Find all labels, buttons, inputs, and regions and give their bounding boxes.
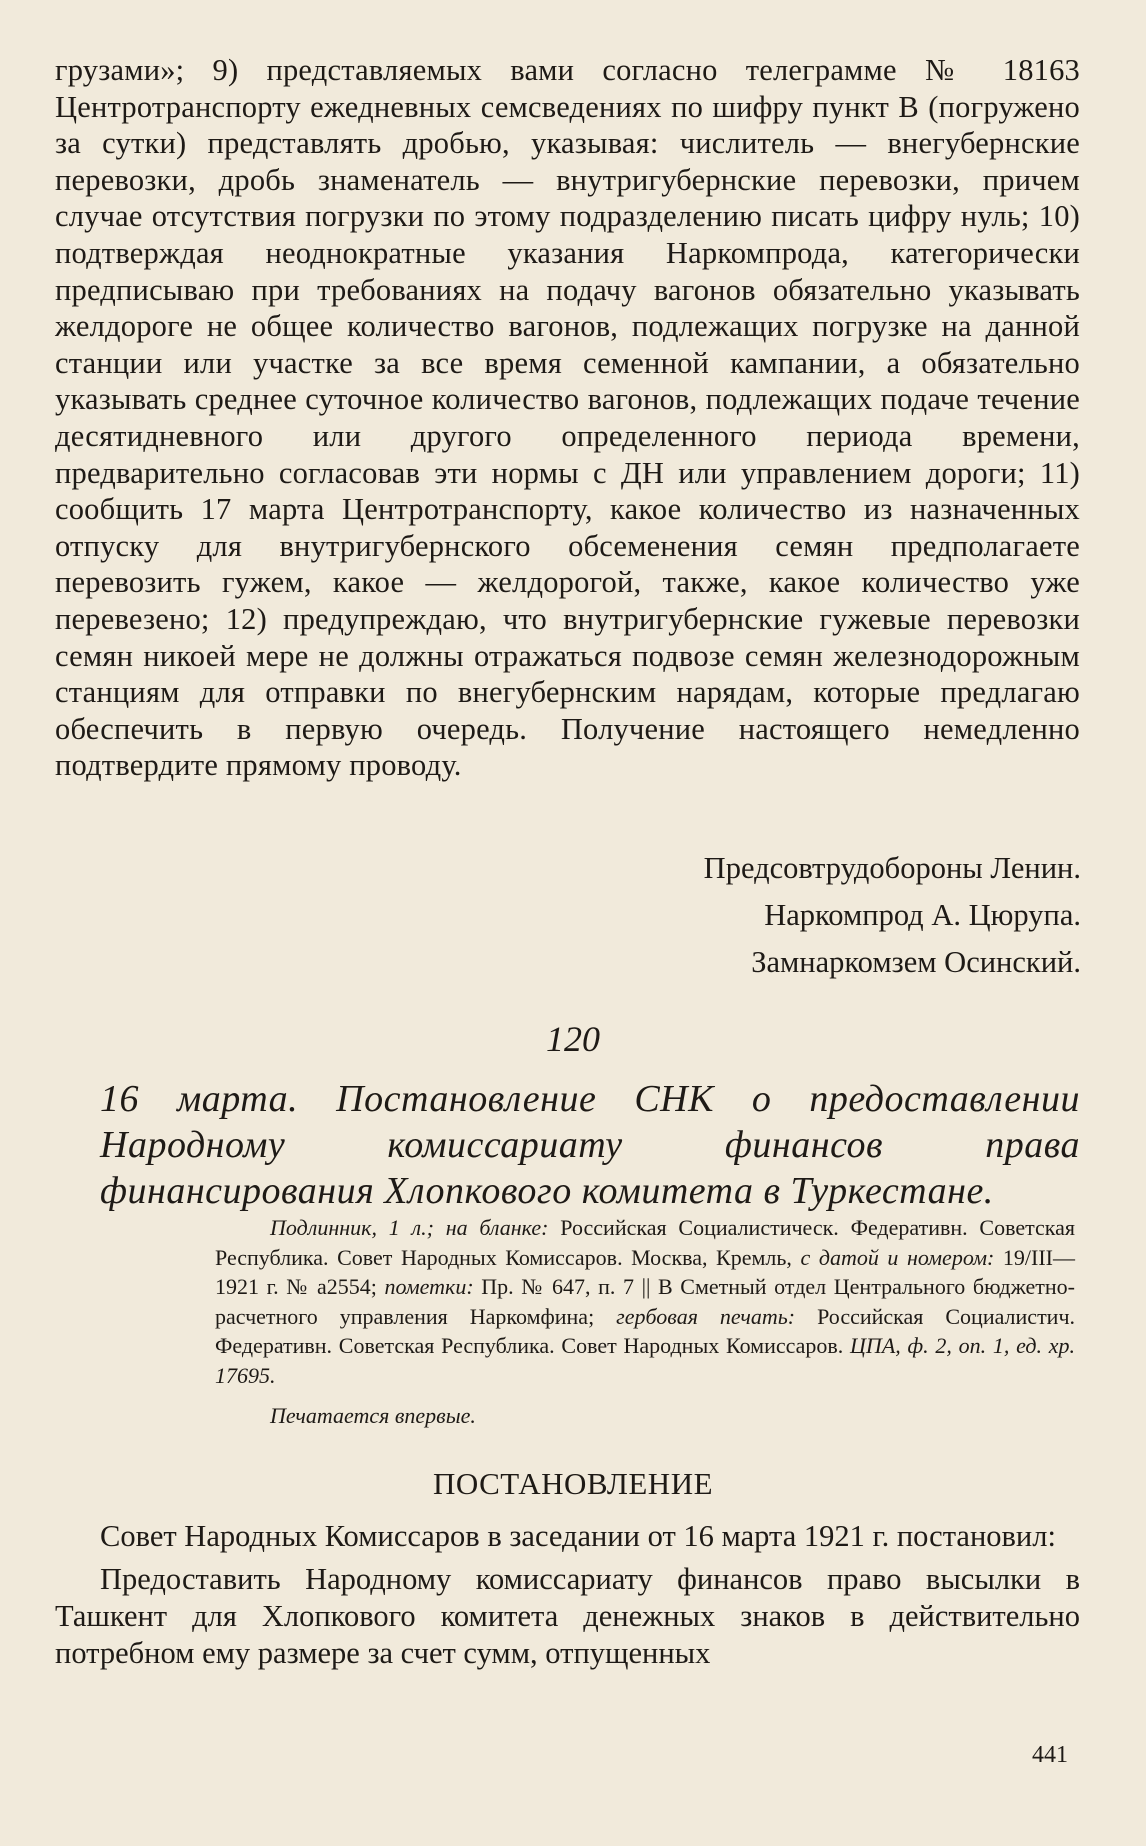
label-original: Подлинник, 1 л.; на бланке: [270, 1215, 549, 1240]
printed-note: Печатается впервые. [270, 1403, 476, 1428]
resolution-paragraph-2: Предоставить Народному комиссариату финансов право высылки в Ташкент для Хлопкового комитета денежных знаков в действительно потребном ему размере за счет сумм, отпущенных [55, 1562, 1080, 1670]
page-number: 441 [1032, 1742, 1068, 1768]
signature-osinsky: Замнаркомзем Осинский. [751, 945, 1081, 979]
signature-block [281, 845, 1081, 986]
continued-text: грузами»; 9) представляемых вами согласно телеграмме № 18163 Центротранспорту ежедневных семсведениях по шифру пункт В (погружено за сутки) представлять дробью, указывая: числитель — внегубернские перевозки, дробь знаменатель — внутригубернские перевозки, причем случае отсутствия погрузки по этому подразделению писать цифру нуль; 10) подтверждая неоднократные указания Наркомпрода, категорически предписываю при требованиях на подачу вагонов обязательно указывать желдороге не общее количество вагонов, подлежащих погрузке на данной станции или участке за все время семенной кампании, а обязательно указывать среднее суточное количество вагонов, подлежащих подаче течение десятидневного или другого определенного периода времени, предварительно согласовав эти нормы с ДН или управлением дороги; 11) сообщить 17 марта Центротранспорту, какое количество из назначенных отпуску для внутригубернского обсеменения семян предполагаете перевозить гужем, какое — желдорогой, также, какое количество уже перевезено; 12) предупреждаю, что внутригубернские гужевые перевозки семян никоей мере не должны отражаться подвозе семян железнодорожным станциям для отправки по внегубернским нарядам, которые предлагаю обеспечить в первую очередь. Получение настоящего немедленно подтвердите прямому проводу. [55, 53, 1080, 783]
continued-paragraph [55, 52, 1080, 784]
marks-text: Пр. № 647, п. 7 || В Сметный отдел Центрального бюджетно-расчетного управления Наркомфина; [215, 1274, 1075, 1329]
signature-lenin: Предсовтрудобороны Ленин. [703, 851, 1081, 885]
seal-text: Российская Социалистич. Федеративн. Советская Республика. Совет Народных Комиссаров. [215, 1303, 1076, 1358]
archive-note [215, 1213, 1075, 1390]
date-number: 19/III—1921 г. № а2554; [215, 1244, 1076, 1299]
label-date: с датой и номером: [800, 1244, 995, 1270]
blank-text: Российская Социалистическ. Федеративн. Советская Республика. Совет Народных Комиссаров. Москва, Кремль, [215, 1215, 1075, 1270]
resolution-body [55, 1518, 1080, 1678]
label-marks: пометки: [384, 1274, 474, 1299]
resolution-paragraph-1: Совет Народных Комиссаров в заседании от 16 марта 1921 г. постановил: [100, 1519, 1056, 1553]
resolution-heading: ПОСТАНОВЛЕНИЕ [432, 1466, 714, 1501]
signature-tsyurupa: Наркомпрод А. Цюрупа. [764, 898, 1081, 932]
label-seal: гербовая печать: [616, 1303, 796, 1329]
document-number: 120 [546, 1019, 600, 1059]
archive-reference: ЦПА, ф. 2, оп. 1, ед. хр. 17695. [215, 1333, 1075, 1388]
document-title: 16 марта. Постановление СНК о предоставлении Народному комиссариату финансов права финансирования Хлопкового комитета в Туркестане. [100, 1078, 1080, 1212]
